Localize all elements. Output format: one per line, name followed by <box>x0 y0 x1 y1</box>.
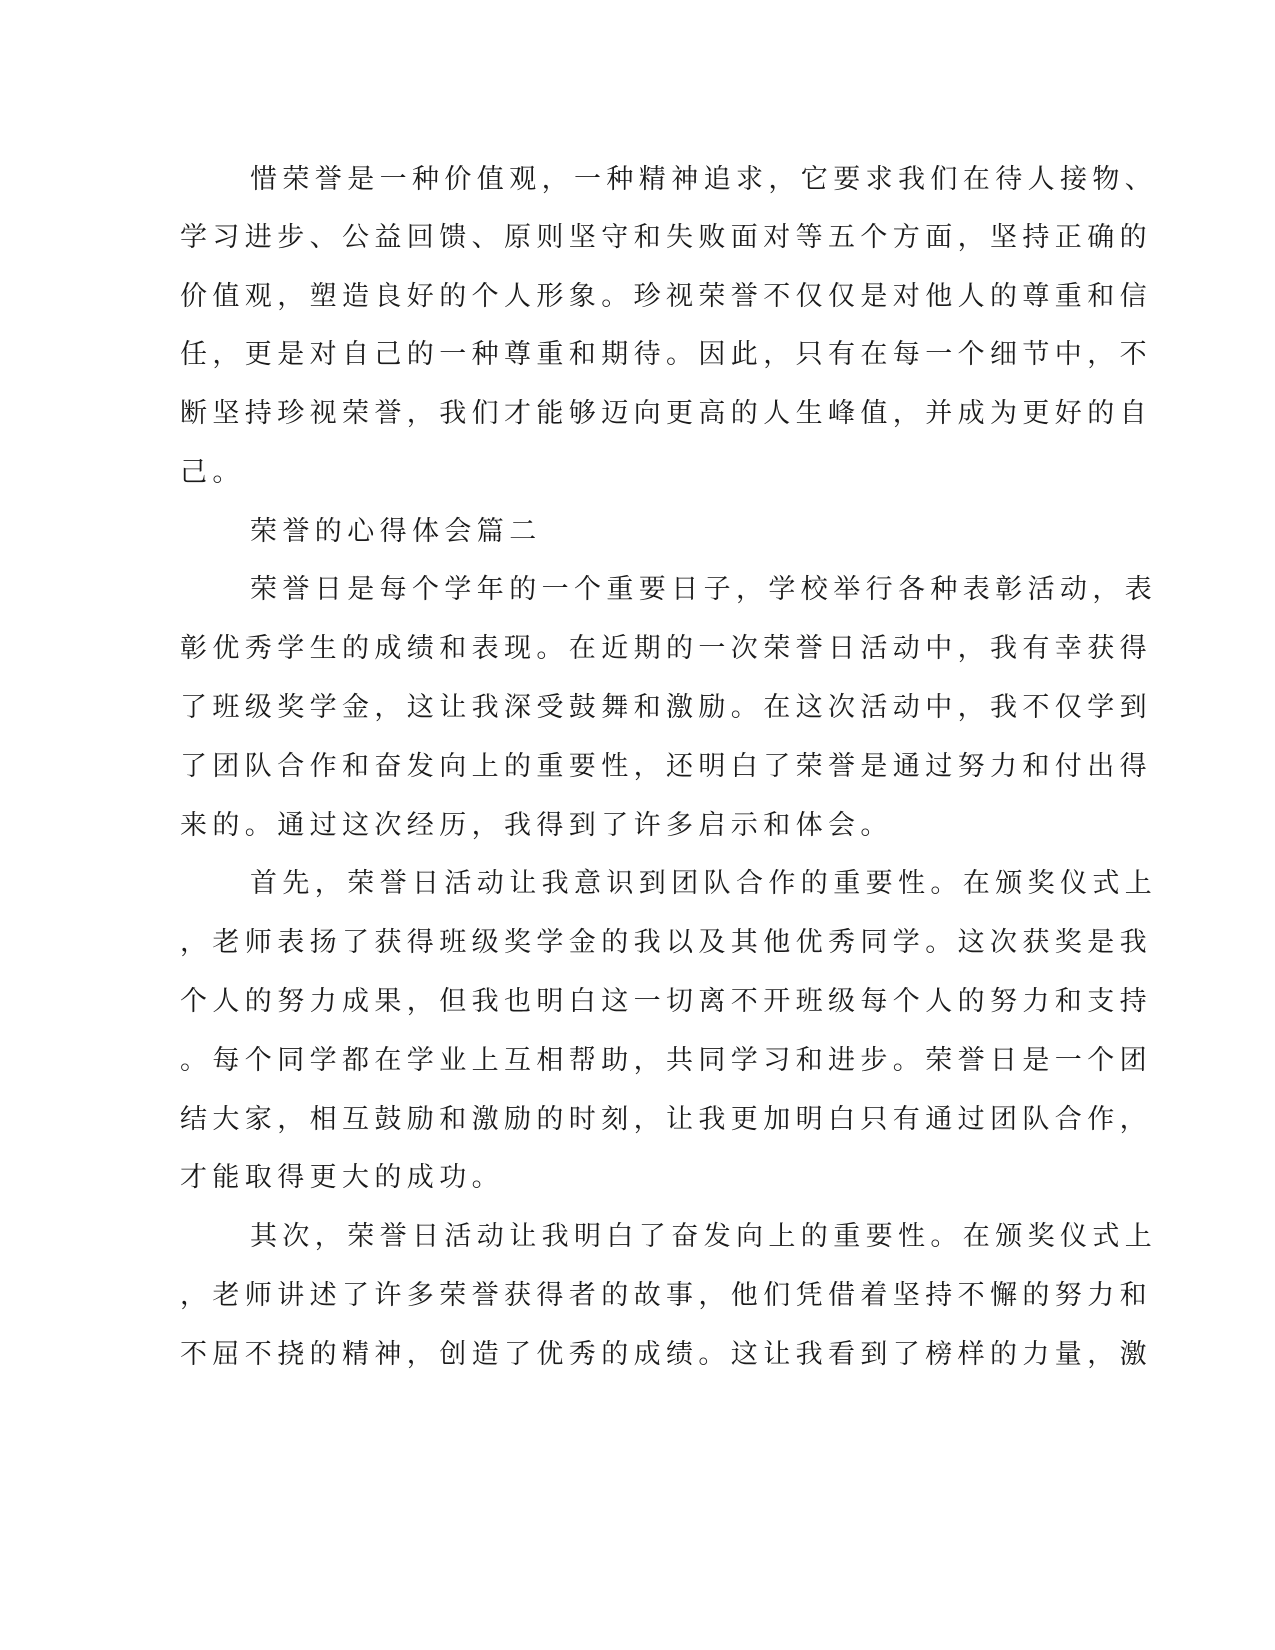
text-line: 不屈不挠的精神，创造了优秀的成绩。这让我看到了榜样的力量，激 <box>180 1339 1152 1370</box>
text-line: 价值观，塑造良好的个人形象。珍视荣誉不仅仅是对他人的尊重和信 <box>180 281 1152 312</box>
text-line: ，老师讲述了许多荣誉获得者的故事，他们凭借着坚持不懈的努力和 <box>180 1280 1152 1311</box>
text-line: 断坚持珍视荣誉，我们才能够迈向更高的人生峰值，并成为更好的自 <box>180 398 1152 429</box>
text-line: 学习进步、公益回馈、原则坚守和失败面对等五个方面，坚持正确的 <box>180 222 1152 253</box>
text-line: 来的。通过这次经历，我得到了许多启示和体会。 <box>180 810 893 841</box>
text-line: 彰优秀学生的成绩和表现。在近期的一次荣誉日活动中，我有幸获得 <box>180 633 1152 664</box>
text-line: 任，更是对自己的一种尊重和期待。因此，只有在每一个细节中，不 <box>180 339 1152 370</box>
text-line: 荣誉日是每个学年的一个重要日子，学校举行各种表彰活动，表 <box>250 574 1158 605</box>
text-line: 了团队合作和奋发向上的重要性，还明白了荣誉是通过努力和付出得 <box>180 751 1152 782</box>
text-line: 才能取得更大的成功。 <box>180 1162 504 1193</box>
text-line: ，老师表扬了获得班级奖学金的我以及其他优秀同学。这次获奖是我 <box>180 927 1152 958</box>
text-line: 个人的努力成果，但我也明白这一切离不开班级每个人的努力和支持 <box>180 986 1152 1017</box>
text-line: 己。 <box>180 457 245 488</box>
section-heading: 荣誉的心得体会篇二 <box>250 516 542 547</box>
text-line: 首先，荣誉日活动让我意识到团队合作的重要性。在颁奖仪式上 <box>250 868 1158 899</box>
text-line: 惜荣誉是一种价值观，一种精神追求，它要求我们在待人接物、 <box>250 164 1158 195</box>
text-line: 结大家，相互鼓励和激励的时刻，让我更加明白只有通过团队合作， <box>180 1104 1152 1135</box>
text-line: 。每个同学都在学业上互相帮助，共同学习和进步。荣誉日是一个团 <box>180 1045 1152 1076</box>
text-line: 其次，荣誉日活动让我明白了奋发向上的重要性。在颁奖仪式上 <box>250 1221 1158 1252</box>
text-line: 了班级奖学金，这让我深受鼓舞和激励。在这次活动中，我不仅学到 <box>180 692 1152 723</box>
